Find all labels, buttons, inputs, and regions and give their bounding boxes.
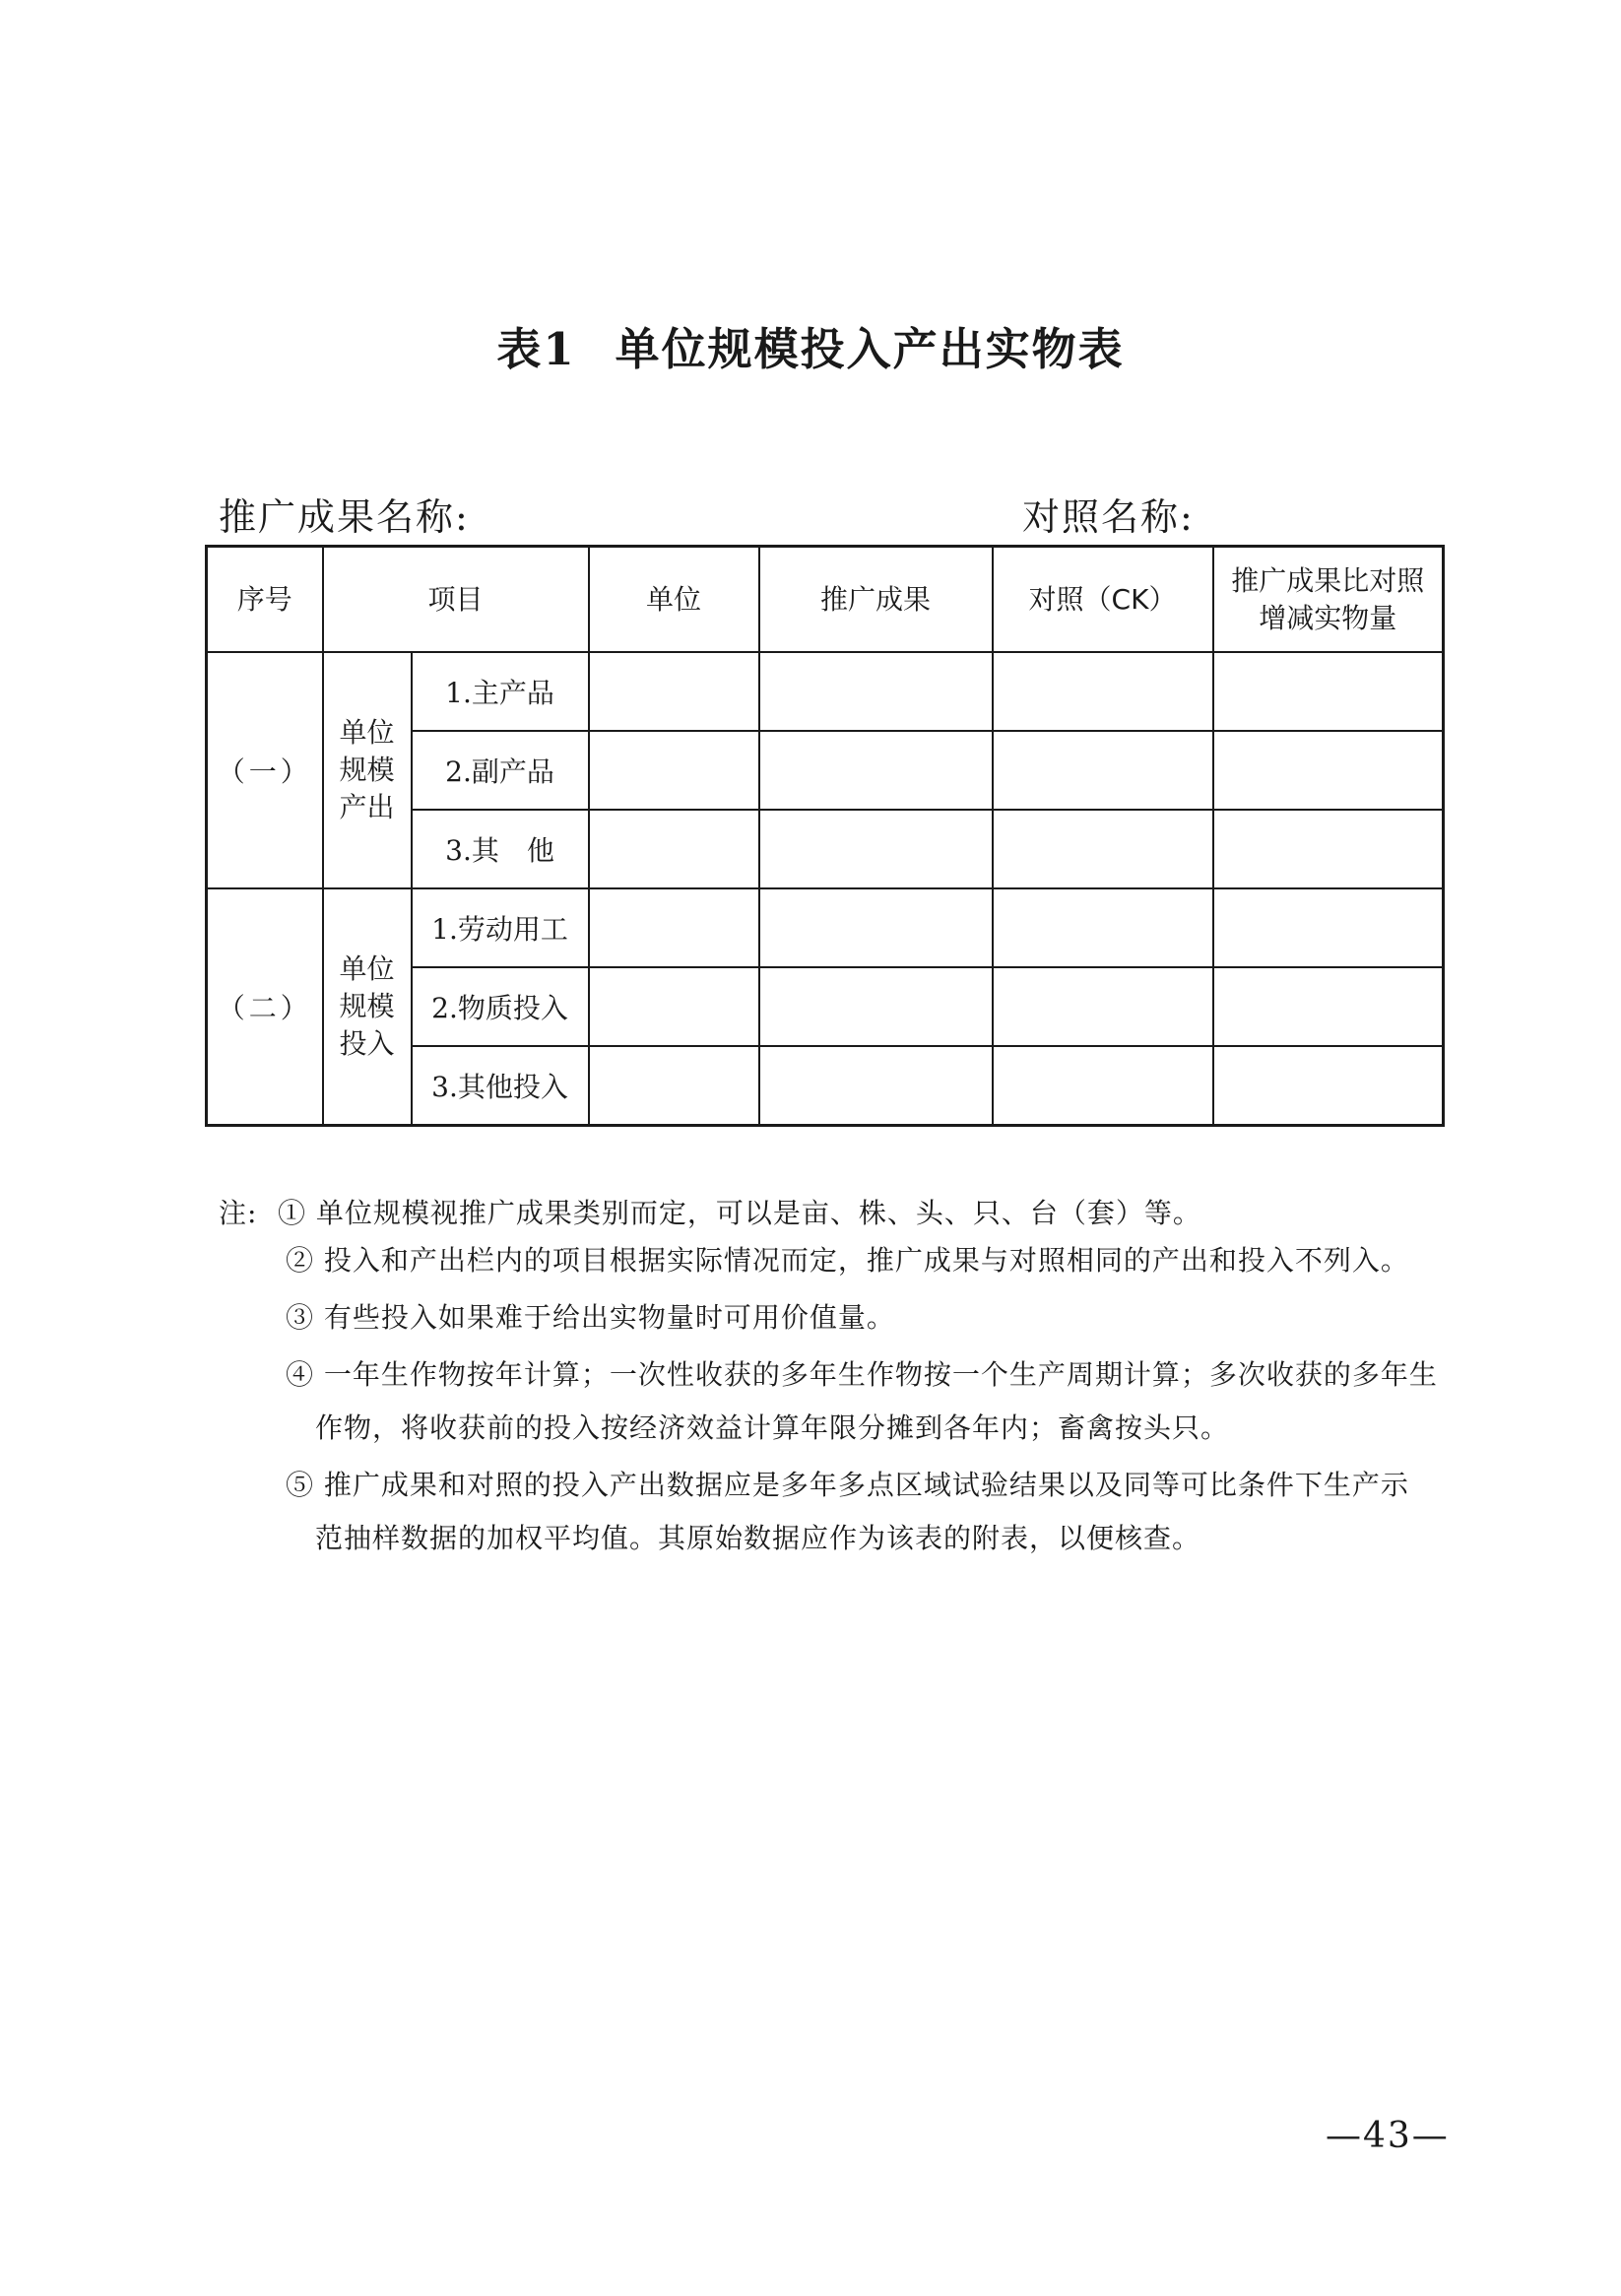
header-unit: 单位 bbox=[589, 547, 759, 653]
notes-prefix: 注: bbox=[219, 1197, 258, 1229]
item-label: 2.物质投入 bbox=[412, 967, 589, 1046]
group-name-line: 规模 bbox=[339, 990, 395, 1022]
table-title: 单位规模投入产出实物表 bbox=[615, 323, 1125, 375]
control-cell bbox=[993, 652, 1213, 731]
item-label: 1.主产品 bbox=[412, 652, 589, 731]
group-name-line: 单位 bbox=[339, 952, 395, 985]
group-name bbox=[323, 888, 412, 1126]
table-number: 表1 bbox=[496, 323, 576, 375]
note-line: 作物，将收获前的投入按经济效益计算年限分摊到各年内；畜禽按头只。 bbox=[315, 1411, 1230, 1444]
unit-cell bbox=[589, 810, 759, 888]
unit-cell bbox=[589, 731, 759, 810]
group-name-line: 单位 bbox=[339, 716, 395, 749]
product-name-label: 推广成果名称: bbox=[219, 495, 470, 539]
diff-cell bbox=[1213, 888, 1444, 967]
note-line: 范抽样数据的加权平均值。其原始数据应作为该表的附表，以便核查。 bbox=[315, 1522, 1201, 1554]
result-cell bbox=[759, 731, 993, 810]
note-line: ⑤ 推广成果和对照的投入产出数据应是多年多点区域试验结果以及同等可比条件下生产示 bbox=[286, 1469, 1409, 1501]
note-line: ④ 一年生作物按年计算；一次性收获的多年生作物按一个生产周期计算；多次收获的多年生 bbox=[286, 1358, 1438, 1391]
input-output-table bbox=[205, 545, 1445, 1127]
group-name bbox=[323, 652, 412, 888]
control-name-label: 对照名称: bbox=[1022, 495, 1195, 539]
group-name-line: 投入 bbox=[339, 1027, 395, 1060]
header-diff-line1: 推广成果比对照 bbox=[1231, 563, 1425, 597]
note-line: ② 投入和产出栏内的项目根据实际情况而定，推广成果与对照相同的产出和投入不列入。 bbox=[286, 1244, 1409, 1277]
group-seq: （一） bbox=[207, 652, 323, 888]
header-result: 推广成果 bbox=[759, 547, 993, 653]
unit-cell bbox=[589, 888, 759, 967]
table-header-row bbox=[207, 547, 1444, 653]
item-label: 3.其 他 bbox=[412, 810, 589, 888]
header-seq: 序号 bbox=[207, 547, 323, 653]
header-item: 项目 bbox=[323, 547, 589, 653]
group-name-line: 规模 bbox=[339, 754, 395, 786]
note-line: ③ 有些投入如果难于给出实物量时可用价值量。 bbox=[286, 1301, 895, 1334]
item-label: 3.其他投入 bbox=[412, 1046, 589, 1126]
diff-cell bbox=[1213, 967, 1444, 1046]
item-label: 1.劳动用工 bbox=[412, 888, 589, 967]
diff-cell bbox=[1213, 1046, 1444, 1126]
control-cell bbox=[993, 888, 1213, 967]
group-seq: （二） bbox=[207, 888, 323, 1126]
page-number: —43— bbox=[1326, 2116, 1450, 2156]
diff-cell bbox=[1213, 652, 1444, 731]
page-title bbox=[0, 313, 1621, 377]
diff-cell bbox=[1213, 810, 1444, 888]
control-cell bbox=[993, 731, 1213, 810]
table-row bbox=[207, 652, 1444, 731]
header-control: 对照（CK） bbox=[993, 547, 1213, 653]
unit-cell bbox=[589, 652, 759, 731]
unit-cell bbox=[589, 967, 759, 1046]
control-cell bbox=[993, 810, 1213, 888]
note-line: ① 单位规模视推广成果类别而定，可以是亩、株、头、只、台（套）等。 bbox=[278, 1197, 1201, 1229]
result-cell bbox=[759, 810, 993, 888]
result-cell bbox=[759, 1046, 993, 1126]
result-cell bbox=[759, 967, 993, 1046]
header-diff-line2: 增减实物量 bbox=[1259, 601, 1397, 634]
result-cell bbox=[759, 888, 993, 967]
item-label: 2.副产品 bbox=[412, 731, 589, 810]
diff-cell bbox=[1213, 731, 1444, 810]
control-cell bbox=[993, 967, 1213, 1046]
unit-cell bbox=[589, 1046, 759, 1126]
group-name-line: 产出 bbox=[339, 791, 395, 823]
control-cell bbox=[993, 1046, 1213, 1126]
table-row bbox=[207, 888, 1444, 967]
result-cell bbox=[759, 652, 993, 731]
header-diff bbox=[1213, 547, 1444, 653]
